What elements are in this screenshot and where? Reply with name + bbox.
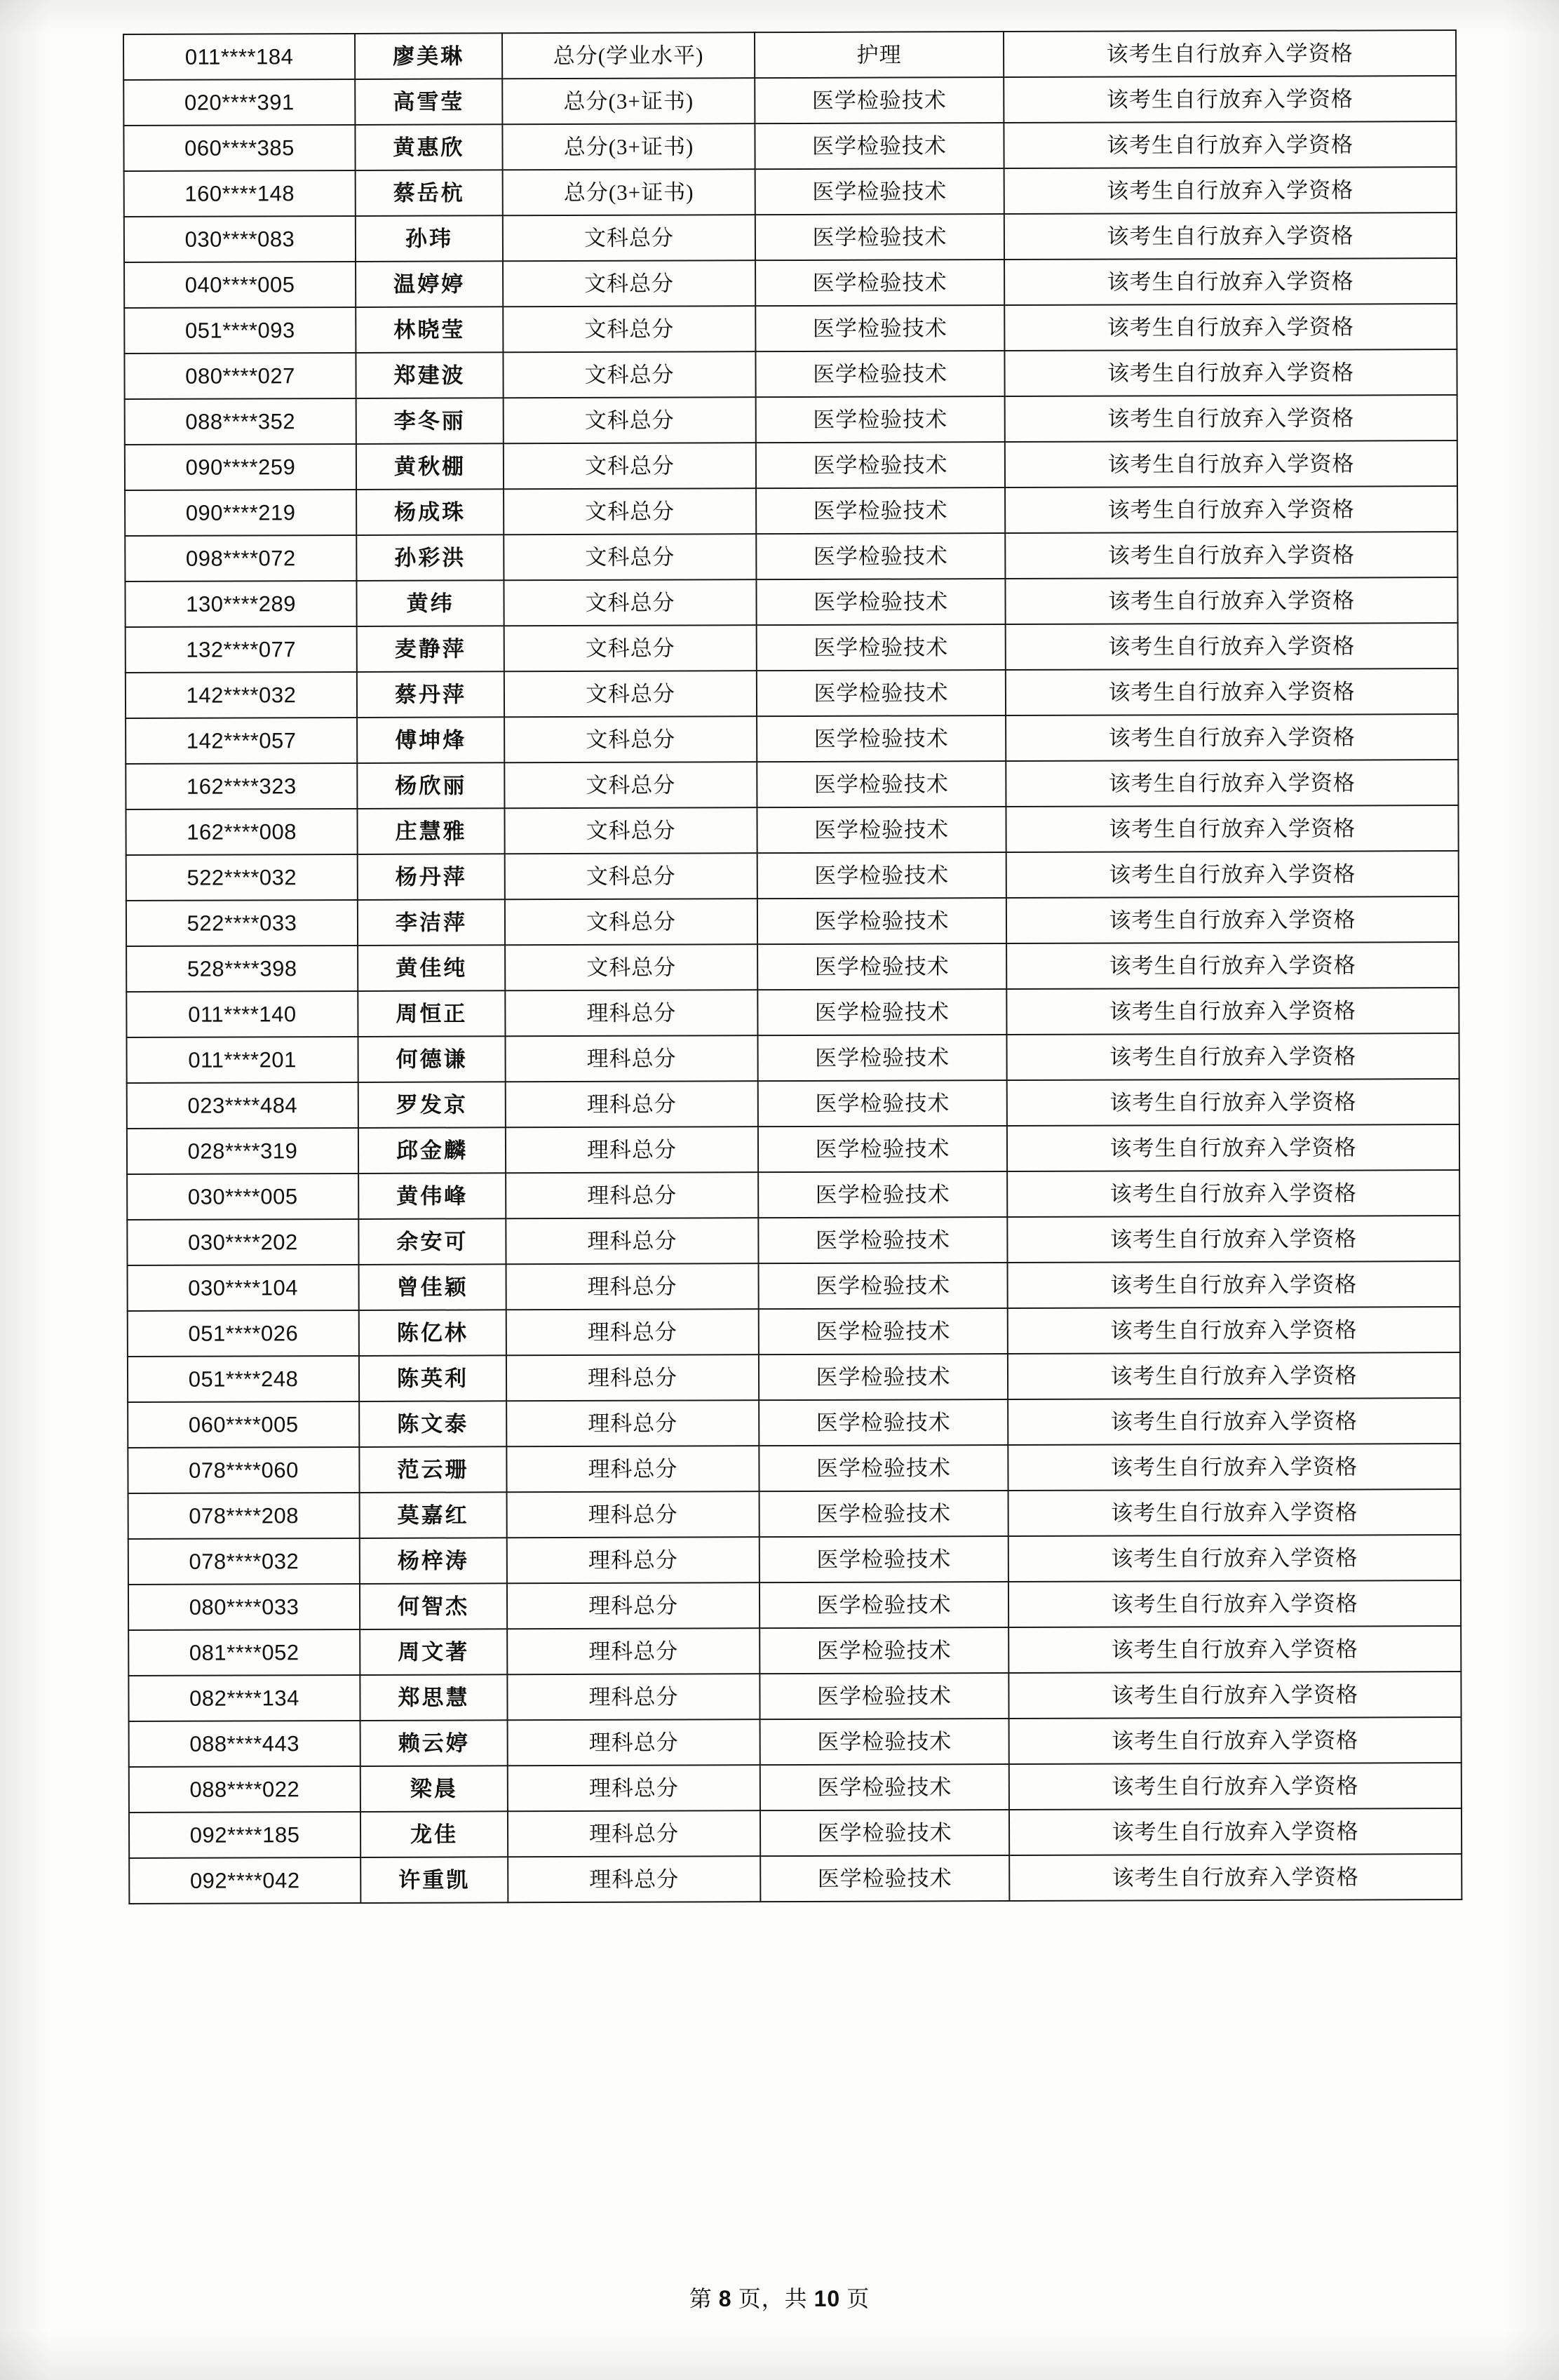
cell-candidate-name: 余安可 [358,1218,506,1265]
table-row [125,486,1457,536]
cell-candidate-name: 杨丹萍 [358,854,505,900]
cell-score-type: 文科总分 [504,488,756,535]
cell-score-type: 理科总分 [507,1491,760,1538]
cell-candidate-id: 088****443 [129,1721,360,1767]
cell-score-type: 文科总分 [504,671,757,717]
cell-candidate-name: 罗发京 [358,1082,506,1128]
cell-score-type: 总分(学业水平) [502,32,755,79]
cell-candidate-name: 杨欣丽 [357,762,504,809]
cell-remark: 该考生自行放弃入学资格 [1006,942,1459,989]
cell-major: 医学检验技术 [755,77,1004,123]
cell-remark: 该考生自行放弃入学资格 [1008,1580,1461,1627]
cell-major: 医学检验技术 [758,1080,1007,1127]
cell-remark: 该考生自行放弃入学资格 [1009,1763,1462,1810]
cell-candidate-id: 090****219 [125,490,356,536]
table-row [126,896,1459,946]
cell-major: 医学检验技术 [760,1491,1008,1537]
cell-major: 医学检验技术 [755,260,1004,306]
table-row [126,668,1458,718]
cell-candidate-name: 郑思慧 [360,1674,507,1721]
cell-candidate-name: 廖美琳 [355,33,502,79]
cell-remark: 该考生自行放弃入学资格 [1005,577,1457,624]
cell-score-type: 文科总分 [504,443,756,489]
cell-remark: 该考生自行放弃入学资格 [1004,258,1457,305]
footer-prefix: 第 [689,2286,713,2311]
cell-score-type: 文科总分 [505,944,757,990]
cell-remark: 该考生自行放弃入学资格 [1005,395,1457,442]
scan-shadow-right [1503,0,1559,2380]
cell-major: 医学检验技术 [755,305,1004,351]
cell-candidate-id: 088****352 [125,398,356,445]
cell-remark: 该考生自行放弃入学资格 [1009,1854,1462,1901]
cell-major: 医学检验技术 [755,214,1004,260]
cell-score-type: 理科总分 [506,1172,758,1218]
cell-major: 医学检验技术 [757,624,1006,671]
cell-candidate-name: 许重凯 [360,1857,508,1903]
cell-score-type: 理科总分 [508,1765,760,1811]
cell-candidate-id: 030****083 [124,216,356,262]
cell-remark: 该考生自行放弃入学资格 [1004,213,1457,260]
table-row [125,532,1457,581]
cell-candidate-name: 郑建波 [356,352,503,398]
cell-score-type: 理科总分 [506,1263,759,1310]
cell-candidate-name: 赖云婷 [360,1720,508,1766]
cell-major: 医学检验技术 [757,761,1006,807]
cell-candidate-id: 028****319 [127,1128,358,1174]
cell-score-type: 总分(3+证书) [502,123,755,170]
cell-score-type: 理科总分 [506,1400,759,1446]
cell-remark: 该考生自行放弃入学资格 [1006,988,1459,1035]
cell-remark: 该考生自行放弃入学资格 [1008,1535,1461,1582]
table-row [128,1398,1460,1448]
cell-score-type: 文科总分 [503,306,755,352]
cell-major: 医学检验技术 [760,1627,1008,1674]
cell-candidate-name: 龙佳 [360,1811,508,1857]
cell-score-type: 文科总分 [504,534,756,580]
cell-remark: 该考生自行放弃入学资格 [1008,1398,1460,1445]
cell-candidate-id: 078****060 [128,1447,359,1493]
cell-score-type: 文科总分 [504,625,757,671]
cell-score-type: 理科总分 [508,1719,760,1766]
table-row [127,1170,1459,1220]
cell-candidate-name: 梁晨 [360,1766,508,1812]
cell-candidate-id: 078****208 [128,1493,360,1539]
table-row [128,1580,1461,1630]
cell-score-type: 理科总分 [507,1537,760,1583]
scan-shadow-bottom [0,2331,1559,2380]
cell-candidate-id: 162****323 [126,763,357,809]
cell-remark: 该考生自行放弃入学资格 [1008,1489,1461,1536]
cell-remark: 该考生自行放弃入学资格 [1008,1672,1461,1719]
cell-remark: 该考生自行放弃入学资格 [1007,1170,1459,1217]
cell-candidate-name: 杨成珠 [356,489,504,535]
cell-candidate-id: 092****185 [129,1812,360,1858]
table-row [128,1352,1460,1402]
cell-major: 医学检验技术 [759,1399,1008,1446]
table-row [126,1033,1459,1083]
page-footer [0,2281,1559,2313]
table-row [127,1216,1459,1265]
table-row [125,577,1457,627]
cell-candidate-id: 162****008 [126,809,357,855]
cell-remark: 该考生自行放弃入学资格 [1009,1717,1462,1764]
cell-score-type: 文科总分 [503,260,755,307]
cell-remark: 该考生自行放弃入学资格 [1006,668,1458,715]
cell-remark: 该考生自行放弃入学资格 [1006,1033,1459,1080]
table-body [123,30,1462,1904]
table-row [128,1672,1461,1721]
cell-remark: 该考生自行放弃入学资格 [1009,1808,1462,1855]
cell-remark: 该考生自行放弃入学资格 [1005,532,1457,579]
cell-candidate-id: 078****032 [128,1538,360,1585]
cell-score-type: 文科总分 [504,397,756,443]
cell-remark: 该考生自行放弃入学资格 [1006,714,1458,761]
cell-score-type: 理科总分 [508,1856,760,1902]
cell-remark: 该考生自行放弃入学资格 [1006,851,1459,898]
cell-major: 医学检验技术 [756,533,1005,579]
cell-candidate-name: 范云珊 [359,1446,506,1493]
cell-candidate-id: 081****052 [128,1629,360,1676]
cell-score-type: 理科总分 [505,1035,757,1082]
cell-candidate-name: 孙彩洪 [356,535,504,581]
cell-major: 医学检验技术 [758,1126,1007,1172]
cell-major: 医学检验技术 [756,442,1005,488]
cell-candidate-id: 132****077 [126,626,357,673]
cell-major: 医学检验技术 [758,1217,1007,1263]
cell-candidate-id: 030****202 [127,1219,358,1265]
cell-major: 医学检验技术 [760,1764,1009,1810]
cell-major: 医学检验技术 [760,1673,1008,1719]
cell-remark: 该考生自行放弃入学资格 [1006,760,1458,807]
cell-candidate-id: 528****398 [126,946,358,992]
cell-score-type: 文科总分 [504,579,756,626]
cell-candidate-name: 莫嘉红 [360,1492,507,1538]
cell-major: 医学检验技术 [759,1263,1008,1309]
table-row [128,1307,1460,1357]
cell-major: 医学检验技术 [759,1308,1008,1354]
table-row [128,1489,1461,1539]
table-row [124,213,1457,262]
cell-candidate-name: 何智杰 [360,1583,507,1629]
cell-candidate-id: 030****005 [127,1174,358,1220]
cell-candidate-id: 088****022 [129,1766,360,1813]
cell-major: 医学检验技术 [756,579,1005,625]
table-row [124,304,1457,354]
table-row [125,441,1457,490]
cell-major: 医学检验技术 [757,898,1006,944]
footer-total-pages: 10 [814,2286,841,2311]
cell-candidate-id: 522****033 [126,900,358,946]
cell-major: 医学检验技术 [758,1171,1007,1218]
cell-candidate-name: 陈亿林 [359,1310,506,1356]
table-row [129,1717,1462,1767]
cell-candidate-id: 080****033 [128,1584,360,1630]
table-row [126,988,1459,1037]
cell-candidate-id: 060****385 [123,125,355,171]
cell-candidate-name: 杨梓涛 [360,1538,507,1584]
cell-candidate-name: 黄秋棚 [356,443,504,490]
footer-page-number: 8 [718,2286,732,2311]
cell-candidate-id: 142****032 [126,672,357,718]
scan-shadow-left [0,0,49,2380]
cell-candidate-id: 051****248 [128,1356,359,1402]
cell-major: 医学检验技术 [757,1035,1006,1081]
cell-remark: 该考生自行放弃入学资格 [1007,1079,1459,1126]
cell-remark: 该考生自行放弃入学资格 [1004,30,1456,77]
footer-middle: 页，共 [738,2286,808,2311]
cell-candidate-id: 130****289 [125,581,356,627]
cell-remark: 该考生自行放弃入学资格 [1004,349,1457,396]
cell-major: 医学检验技术 [757,807,1006,853]
cell-candidate-id: 040****005 [124,262,356,308]
table-row [127,1079,1459,1129]
cell-candidate-id: 082****134 [128,1675,360,1721]
cell-candidate-id: 023****484 [127,1082,358,1129]
cell-major: 医学检验技术 [757,852,1006,899]
cell-score-type: 理科总分 [506,1127,758,1173]
cell-major: 医学检验技术 [757,943,1006,990]
cell-candidate-id: 090****259 [125,444,356,490]
table-row [125,395,1457,445]
cell-score-type: 文科总分 [505,853,757,899]
cell-candidate-name: 黄佳纯 [358,945,505,991]
cell-score-type: 总分(3+证书) [502,78,755,124]
table-row [127,1124,1459,1174]
cell-candidate-name: 李冬丽 [356,398,504,444]
cell-remark: 该考生自行放弃入学资格 [1008,1307,1460,1354]
cell-remark: 该考生自行放弃入学资格 [1006,623,1458,670]
cell-score-type: 理科总分 [506,1309,759,1355]
table-row [124,349,1457,399]
cell-major: 医学检验技术 [760,1536,1008,1582]
table-row [126,805,1458,855]
cell-major: 护理 [755,32,1004,78]
cell-candidate-name: 陈英利 [359,1355,506,1401]
table-row [129,1854,1462,1904]
table-row [126,942,1459,992]
cell-candidate-id: 051****026 [128,1310,359,1357]
cell-score-type: 理科总分 [507,1674,760,1720]
cell-major: 医学检验技术 [760,1810,1009,1856]
cell-remark: 该考生自行放弃入学资格 [1004,121,1456,168]
cell-remark: 该考生自行放弃入学资格 [1007,1216,1459,1263]
table-row [123,76,1456,126]
cell-candidate-name: 庄慧雅 [357,808,504,854]
cell-remark: 该考生自行放弃入学资格 [1004,167,1457,214]
cell-major: 医学检验技术 [760,1719,1009,1765]
cell-score-type: 总分(3+证书) [503,169,755,215]
cell-candidate-name: 黄惠欣 [355,124,502,170]
table-row [128,1535,1461,1585]
cell-score-type: 理科总分 [506,1081,758,1127]
cell-remark: 该考生自行放弃入学资格 [1008,1352,1460,1399]
table-row [124,167,1457,217]
cell-candidate-id: 051****093 [124,307,356,354]
cell-candidate-id: 020****391 [123,79,355,126]
cell-score-type: 文科总分 [503,215,755,261]
cell-candidate-name: 周恒正 [358,990,505,1037]
cell-score-type: 理科总分 [507,1628,760,1674]
table-row [126,760,1458,809]
table-row [126,851,1459,901]
cell-candidate-id: 160****148 [124,170,356,217]
cell-candidate-name: 何德谦 [358,1036,505,1082]
cell-major: 医学检验技术 [757,989,1006,1035]
cell-candidate-id: 030****104 [128,1265,359,1311]
cell-score-type: 文科总分 [503,351,755,398]
cell-score-type: 理科总分 [505,990,757,1036]
cell-score-type: 理科总分 [506,1354,759,1401]
cell-candidate-name: 李洁萍 [358,899,505,946]
cell-candidate-name: 周文著 [360,1629,507,1675]
table-row [126,623,1458,673]
cell-remark: 该考生自行放弃入学资格 [1005,486,1457,533]
table-row [128,1444,1460,1493]
cell-remark: 该考生自行放弃入学资格 [1008,1444,1460,1491]
cell-candidate-name: 高雪莹 [355,79,502,125]
cell-score-type: 理科总分 [506,1218,758,1264]
cell-candidate-id: 080****027 [124,353,356,399]
cell-candidate-id: 522****032 [126,854,358,901]
cell-major: 医学检验技术 [756,488,1005,534]
cell-remark: 该考生自行放弃入学资格 [1008,1626,1461,1673]
cell-remark: 该考生自行放弃入学资格 [1005,441,1457,488]
cell-remark: 该考生自行放弃入学资格 [1008,1261,1460,1308]
cell-score-type: 文科总分 [504,807,757,854]
cell-major: 医学检验技术 [755,351,1004,397]
cell-score-type: 理科总分 [508,1810,760,1857]
cell-remark: 该考生自行放弃入学资格 [1006,805,1458,852]
table-row [129,1763,1462,1813]
cell-major: 医学检验技术 [760,1582,1008,1628]
cell-candidate-id: 011****184 [123,34,355,80]
table-row [126,714,1458,764]
cell-major: 医学检验技术 [757,670,1006,716]
cell-candidate-name: 曾佳颖 [359,1264,506,1310]
cell-candidate-name: 黄伟峰 [358,1173,506,1219]
cell-candidate-id: 092****042 [129,1857,360,1904]
cell-score-type: 理科总分 [507,1582,760,1629]
cell-candidate-id: 011****201 [126,1037,358,1083]
cell-candidate-id: 098****072 [125,535,356,581]
cell-remark: 该考生自行放弃入学资格 [1006,896,1459,943]
cell-candidate-name: 林晓莹 [356,307,503,353]
cell-major: 医学检验技术 [755,123,1004,169]
cell-score-type: 文科总分 [505,899,757,945]
cell-score-type: 文科总分 [504,716,757,762]
footer-suffix: 页 [846,2286,870,2311]
cell-candidate-name: 傅坤烽 [357,717,504,763]
admission-waiver-table [123,29,1462,1904]
cell-major: 医学检验技术 [759,1354,1008,1400]
cell-major: 医学检验技术 [755,168,1004,215]
cell-score-type: 文科总分 [504,762,757,808]
cell-candidate-name: 麦静萍 [357,626,504,672]
table-row [129,1808,1462,1858]
cell-candidate-id: 011****140 [126,991,358,1037]
cell-candidate-id: 060****005 [128,1401,359,1448]
cell-candidate-name: 黄纬 [356,580,504,626]
roster-sheet [123,34,1455,1904]
table-row [128,1261,1460,1311]
cell-candidate-name: 邱金麟 [358,1127,506,1174]
cell-remark: 该考生自行放弃入学资格 [1004,304,1457,351]
cell-major: 医学检验技术 [759,1445,1008,1491]
table-row [123,121,1456,171]
cell-candidate-name: 温婷婷 [356,261,503,307]
cell-candidate-id: 142****057 [126,718,357,764]
cell-major: 医学检验技术 [756,396,1005,443]
table-row [123,30,1456,80]
table-row [124,258,1457,308]
table-row [128,1626,1461,1676]
cell-score-type: 理科总分 [506,1446,759,1492]
cell-candidate-name: 蔡丹萍 [357,671,504,718]
cell-major: 医学检验技术 [760,1855,1009,1902]
cell-major: 医学检验技术 [757,715,1006,762]
cell-remark: 该考生自行放弃入学资格 [1004,76,1456,123]
cell-remark: 该考生自行放弃入学资格 [1007,1124,1459,1171]
cell-candidate-name: 陈文泰 [359,1401,506,1447]
cell-candidate-name: 蔡岳杭 [356,170,503,216]
cell-candidate-name: 孙玮 [356,215,503,262]
